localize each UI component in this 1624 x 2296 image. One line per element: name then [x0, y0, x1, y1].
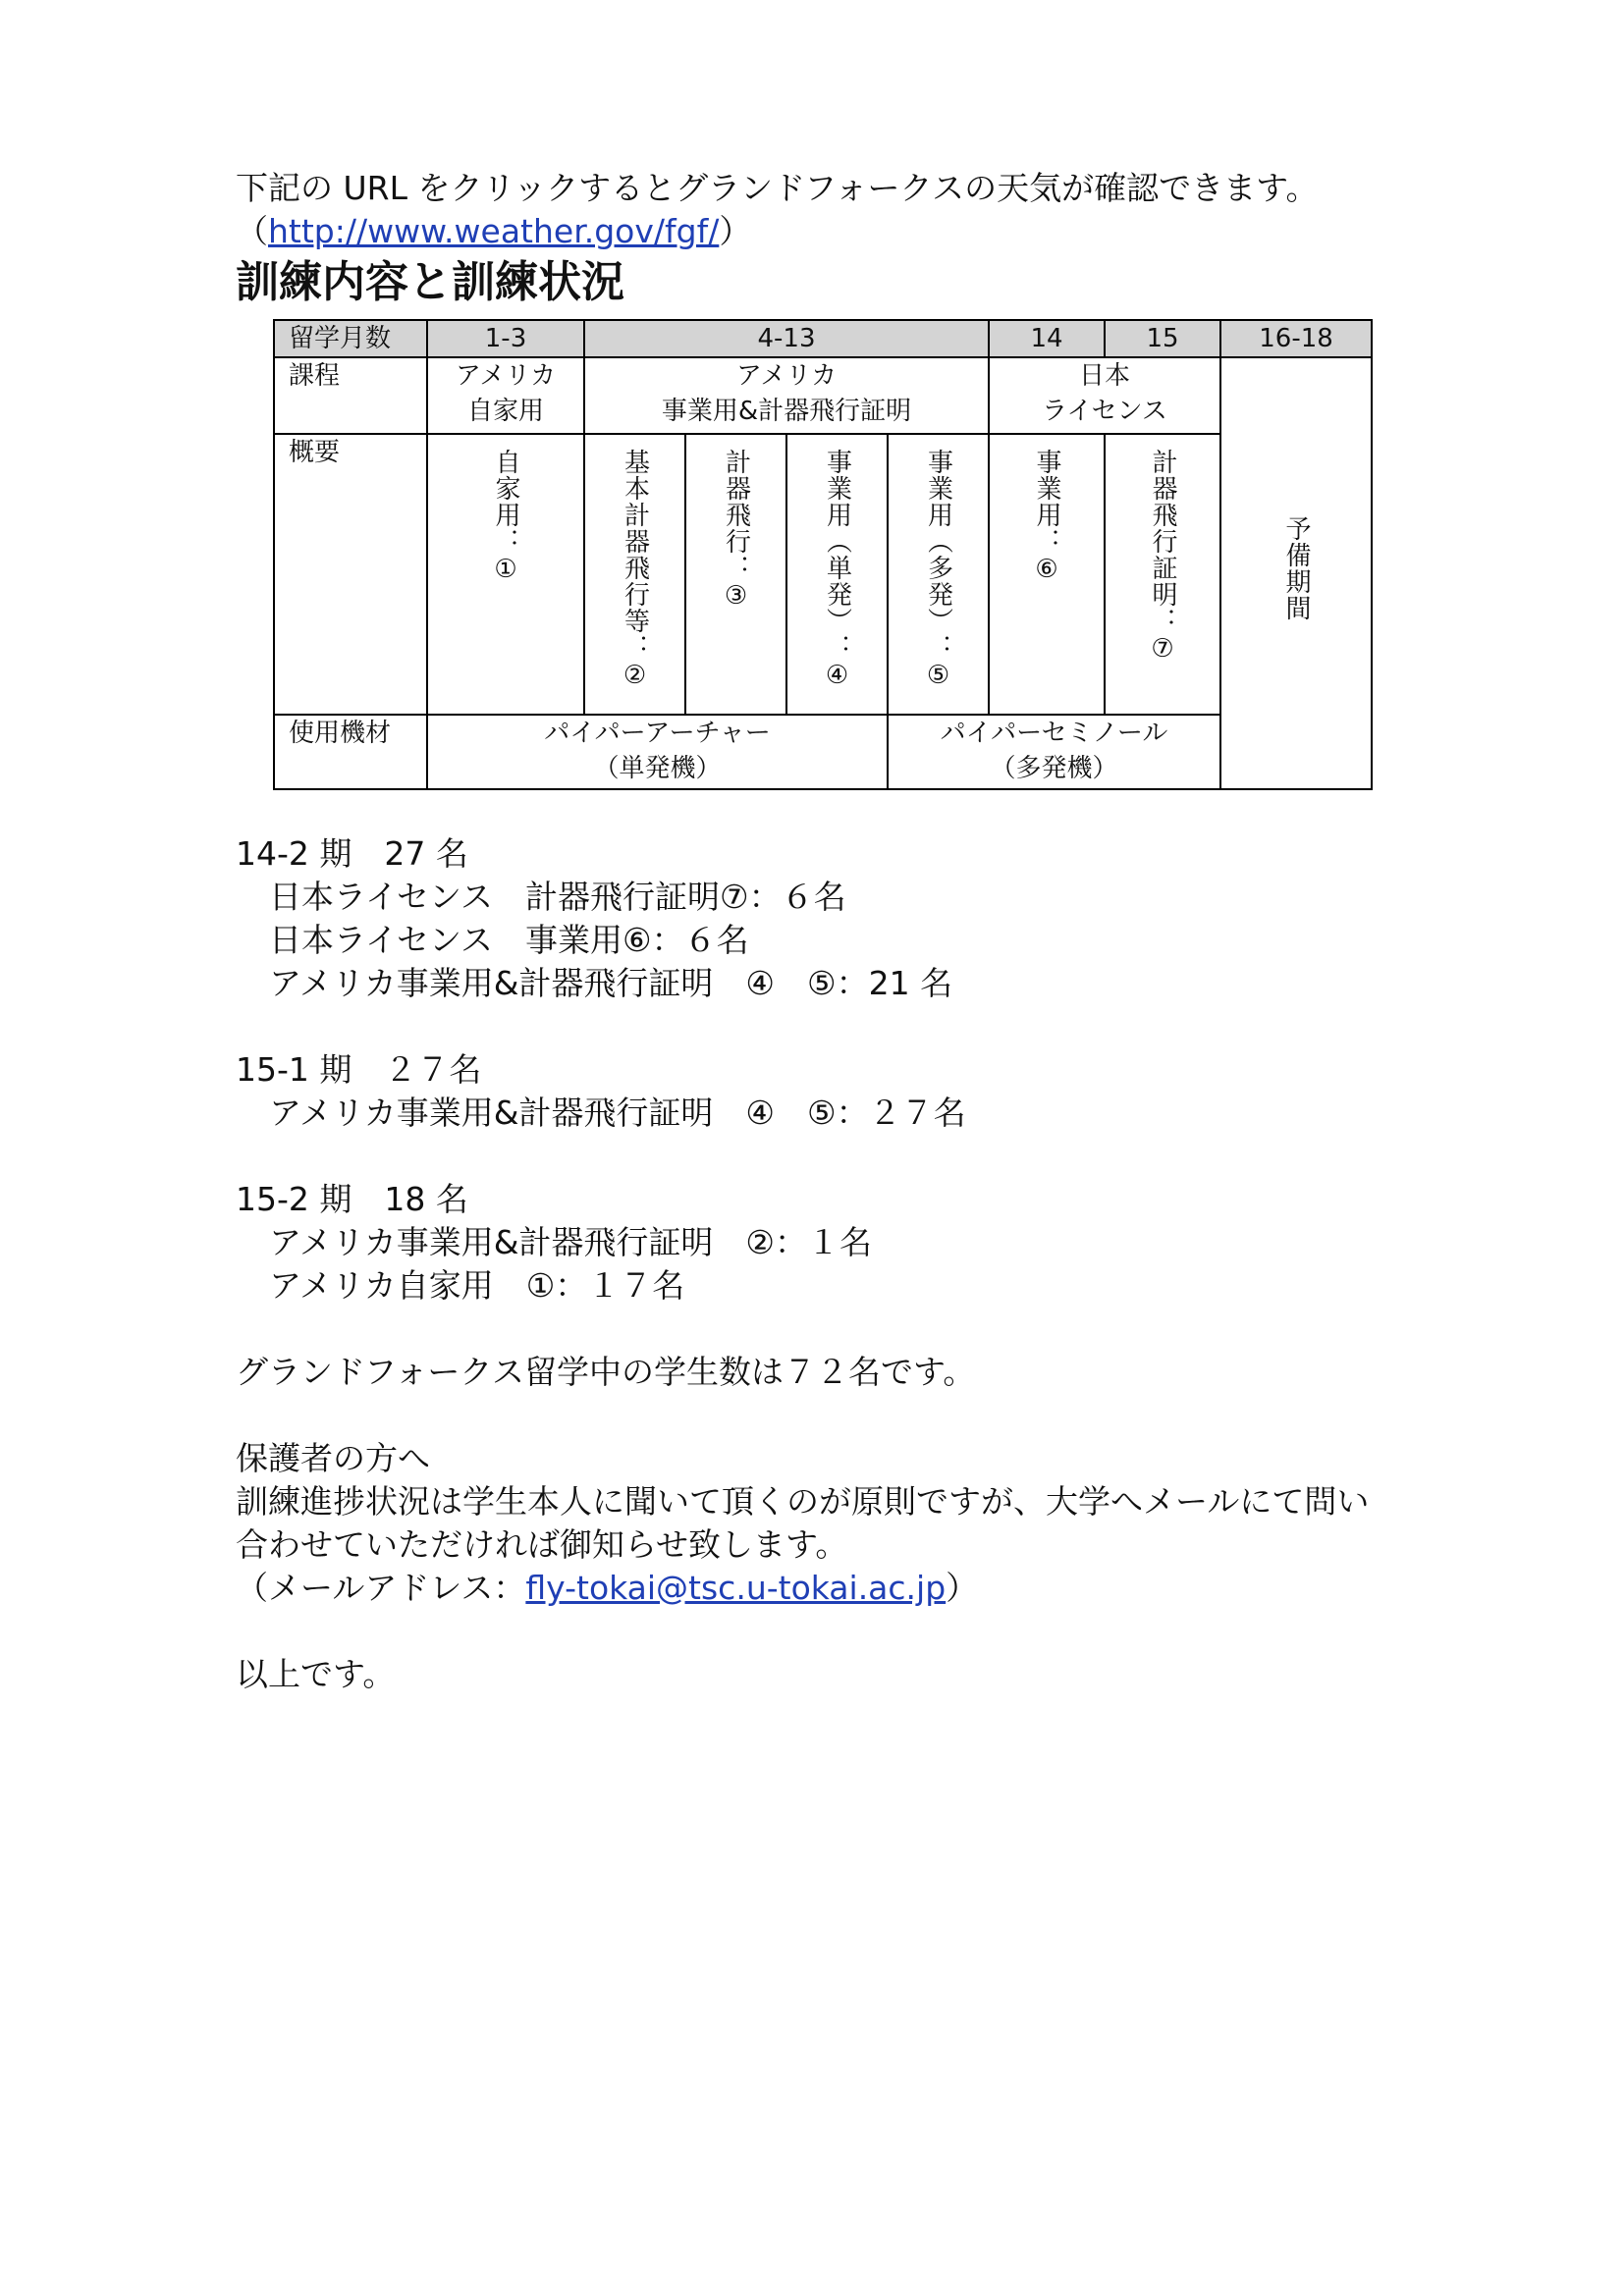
course-jp-license: 日本 ライセンス	[989, 357, 1220, 434]
summary-cell-4	[786, 434, 888, 715]
status-item: アメリカ事業用&計器飛行証明 ②：１名	[269, 1223, 873, 1261]
status-title: 15-2 期 18 名	[236, 1180, 468, 1218]
section-title: 訓練内容と訓練状況	[236, 257, 624, 307]
intro-text: 下記の URL をクリックするとグランドフォークスの天気が確認できます。	[236, 169, 1319, 207]
total-students: グランドフォークス留学中の学生数は７２名です。	[236, 1353, 976, 1391]
status-group-1	[236, 1048, 1414, 1135]
summary-instrument: 計器飛行：③	[721, 449, 751, 612]
summary-cell-1	[427, 434, 584, 715]
summary-cell-3	[685, 434, 786, 715]
summary-row	[274, 434, 1372, 715]
status-group-2	[236, 1178, 1414, 1308]
summary-cell-6	[989, 434, 1105, 715]
months-15: 15	[1105, 320, 1220, 357]
closing-text: 以上です。	[236, 1655, 396, 1693]
months-4-13: 4-13	[584, 320, 989, 357]
equipment-multi: パイパーセミノール （多発機）	[888, 715, 1220, 789]
summary-label: 概要	[274, 434, 427, 715]
status-title: 14-2 期 27 名	[236, 834, 468, 873]
months-row	[274, 320, 1372, 357]
summary-commercial-single: 事業用（単発）：④	[822, 449, 852, 691]
months-label: 留学月数	[274, 320, 427, 357]
mail-close: ）	[946, 1569, 979, 1607]
months-14: 14	[989, 320, 1105, 357]
summary-cell-5	[888, 434, 989, 715]
summary-commercial-multi: 事業用（多発）：⑤	[923, 449, 953, 691]
summary-cell-2	[584, 434, 685, 715]
guardian-text-2: 合わせていただければ御知らせ致します。	[236, 1525, 848, 1564]
course-label: 課程	[274, 357, 427, 434]
equipment-label: 使用機材	[274, 715, 427, 789]
months-1-3: 1-3	[427, 320, 584, 357]
summary-cell-7	[1105, 434, 1220, 715]
email-link[interactable]: fly-tokai@tsc.u-tokai.ac.jp	[525, 1569, 947, 1607]
status-item: アメリカ事業用&計器飛行証明 ④ ⑤：21 名	[269, 964, 953, 1002]
equipment-single: パイパーアーチャー （単発機）	[427, 715, 888, 789]
status-item: 日本ライセンス 事業用⑥：６名	[269, 921, 749, 959]
reserve-period-cell	[1220, 357, 1372, 789]
reserve-period: 予備期間	[1281, 515, 1312, 621]
summary-commercial: 事業用：⑥	[1032, 449, 1062, 585]
course-us-commercial: アメリカ 事業用&計器飛行証明	[584, 357, 989, 434]
course-row	[274, 357, 1372, 434]
summary-instrument-rating: 計器飛行証明：⑦	[1148, 449, 1178, 665]
equipment-row	[274, 715, 1372, 789]
weather-url-link[interactable]: http://www.weather.gov/fgf/	[268, 212, 720, 250]
weather-url-line	[236, 210, 1414, 253]
mail-open: （メールアドレス：	[236, 1569, 526, 1607]
url-open-paren: （	[236, 212, 268, 250]
summary-private: 自家用：①	[491, 449, 520, 585]
status-item: アメリカ自家用 ①：１７名	[269, 1266, 685, 1305]
url-close-paren: ）	[719, 212, 752, 250]
status-item: アメリカ事業用&計器飛行証明 ④ ⑤：２７名	[269, 1094, 966, 1132]
document-page	[236, 167, 1414, 310]
months-16-18: 16-18	[1220, 320, 1372, 357]
course-us-private: アメリカ 自家用	[427, 357, 584, 434]
status-title: 15-1 期 ２７名	[236, 1050, 482, 1089]
status-item: 日本ライセンス 計器飛行証明⑦：６名	[269, 878, 846, 916]
status-section	[236, 832, 1414, 1696]
guardian-title: 保護者の方へ	[236, 1439, 430, 1477]
summary-basic-instrument: 基本計器飛行等：②	[620, 449, 650, 691]
guardian-text-1: 訓練進捗状況は学生本人に聞いて頂くのが原則ですが、大学へメールにて問い	[236, 1482, 1370, 1521]
email-line	[236, 1567, 1414, 1610]
status-group-0	[236, 832, 1414, 1005]
training-table	[273, 319, 1373, 790]
